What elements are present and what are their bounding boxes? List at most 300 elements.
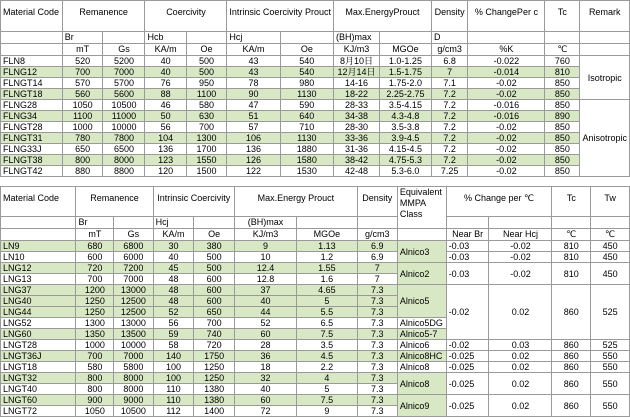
tc-cell: 810 <box>552 263 591 285</box>
table-cell: 1530 <box>280 166 333 177</box>
near-br-cell: -0.03 <box>446 263 489 285</box>
table-cell: 38-42 <box>333 155 379 166</box>
table-cell: 50 <box>145 111 186 122</box>
near-br-cell: -0.025 <box>446 395 489 417</box>
table-cell: 1350 <box>76 329 114 340</box>
table-cell: FLNGT38 <box>1 155 63 166</box>
unit: Oe <box>280 44 333 56</box>
table-cell: 3.9-4.5 <box>379 133 431 144</box>
header-tw: Tw <box>591 187 630 217</box>
unit: KJ/m3 <box>333 44 379 56</box>
table-cell: 7.5 <box>296 395 357 406</box>
table-cell: 45 <box>153 263 194 274</box>
mmpa-class-cell: Alnico2 <box>397 263 446 285</box>
near-hcj-cell: 0.02 <box>489 285 552 340</box>
table-cell: 1050 <box>76 406 114 417</box>
table-cell: 1750 <box>194 351 235 362</box>
table-cell: 43 <box>227 67 280 78</box>
tw-cell: 525 <box>591 340 630 351</box>
mmpa-class-cell: Alnico3 <box>397 241 446 263</box>
table-cell: 5800 <box>114 362 153 373</box>
table-cell: 33-36 <box>333 133 379 144</box>
table-cell: 7.2 <box>431 122 468 133</box>
unit: mT <box>62 44 103 56</box>
header-coercivity: Coercivity <box>145 1 227 32</box>
table-cell: 1100 <box>186 89 227 100</box>
table-cell: LNG44 <box>1 307 76 318</box>
table-cell: 520 <box>62 56 103 67</box>
table-cell: 890 <box>545 111 580 122</box>
table-cell: 4.3-4.8 <box>379 111 431 122</box>
table-cell: 850 <box>545 122 580 133</box>
table-cell: 18-22 <box>333 89 379 100</box>
header-material-code: Material Code <box>1 1 63 32</box>
table-cell: 100 <box>153 362 194 373</box>
table-cell: 1000 <box>62 122 103 133</box>
table-row <box>1 351 630 362</box>
table-cell: 48 <box>153 285 194 296</box>
table-cell: 980 <box>280 78 333 89</box>
table-cell: 700 <box>76 351 114 362</box>
tc-cell: 860 <box>552 285 591 340</box>
table-cell: 140 <box>153 351 194 362</box>
table-cell: 6800 <box>114 241 153 252</box>
near-br-cell: -0.03 <box>446 252 489 263</box>
table-row <box>1 263 630 274</box>
table-cell: 760 <box>545 56 580 67</box>
table-row <box>1 340 630 351</box>
table-cell: 78 <box>227 78 280 89</box>
table-cell: 7.3 <box>357 384 397 395</box>
symbol-br: Br <box>76 217 114 229</box>
table-cell: 7.3 <box>357 351 397 362</box>
table-cell: 28-30 <box>333 122 379 133</box>
table-cell: 800 <box>76 384 114 395</box>
table-row <box>1 100 630 111</box>
table-cell: FLNG33J <box>1 144 63 155</box>
table-cell: 850 <box>545 89 580 100</box>
table-cell: 8000 <box>103 155 145 166</box>
table-cell: 136 <box>145 144 186 155</box>
table-cell: FLNGT18 <box>1 89 63 100</box>
table-cell: 40 <box>153 252 194 263</box>
table-cell: 1380 <box>194 384 235 395</box>
table-cell: 32 <box>234 373 296 384</box>
mmpa-class-cell: Alnico8HC <box>397 351 446 362</box>
table-cell: 40 <box>145 67 186 78</box>
mmpa-class-cell: Alnico5-7 <box>397 329 446 340</box>
header-change-per-c: % Change per ℃ <box>446 187 552 217</box>
near-br-cell: -0.02 <box>446 340 489 351</box>
table-cell: 48 <box>153 274 194 285</box>
table-cell: 40 <box>145 56 186 67</box>
unit: g/cm3 <box>431 44 468 56</box>
header-density: Density <box>357 187 397 217</box>
unit: KJ/m3 <box>234 229 296 241</box>
table-cell: LNGT72 <box>1 406 76 417</box>
table-cell: 11000 <box>103 111 145 122</box>
table-row <box>1 133 630 144</box>
table-cell: FLNGT31 <box>1 133 63 144</box>
table-cell: 7.2 <box>431 100 468 111</box>
table-row <box>1 373 630 384</box>
table-cell: 4.5 <box>296 351 357 362</box>
table-cell: 7.3 <box>357 395 397 406</box>
table-cell: 112 <box>153 406 194 417</box>
table-cell: 7.2 <box>431 133 468 144</box>
table-cell: 1.13 <box>296 241 357 252</box>
table-cell: 7000 <box>103 67 145 78</box>
table-cell: 6.8 <box>431 56 468 67</box>
table-cell: 1300 <box>76 318 114 329</box>
tw-cell: 550 <box>591 362 630 373</box>
table-cell: LNGT36J <box>1 351 76 362</box>
table-cell: 7.2 <box>431 89 468 100</box>
table-cell: 1380 <box>194 395 235 406</box>
table-cell: 12500 <box>114 296 153 307</box>
table-cell: 7.3 <box>357 406 397 417</box>
table-cell: 1100 <box>62 111 103 122</box>
table-row <box>1 56 630 67</box>
table-row <box>1 395 630 406</box>
unit: Gs <box>114 229 153 241</box>
table-row <box>1 252 630 263</box>
table-cell: 950 <box>186 78 227 89</box>
table-cell: 1500 <box>186 166 227 177</box>
tw-cell: 450 <box>591 263 630 285</box>
table-cell: 122 <box>227 166 280 177</box>
table-row <box>1 111 630 122</box>
table-cell: 100 <box>153 373 194 384</box>
table-cell: 4 <box>296 373 357 384</box>
tw-cell: 550 <box>591 373 630 395</box>
table-cell: 6.9 <box>357 252 397 263</box>
table-cell: 5700 <box>103 78 145 89</box>
near-hcj-cell: 0.03 <box>489 340 552 351</box>
table-cell: 3.5 <box>296 340 357 351</box>
table-cell: 9 <box>296 406 357 417</box>
table-cell: 57 <box>227 122 280 133</box>
table-cell: 850 <box>545 100 580 111</box>
table-cell: 1550 <box>186 155 227 166</box>
table-cell: 1880 <box>280 144 333 155</box>
table-cell: 800 <box>76 373 114 384</box>
table-cell: 2.25-2.75 <box>379 89 431 100</box>
table-cell: 1.55 <box>296 263 357 274</box>
table-row <box>1 144 630 155</box>
table1-header-row <box>1 1 630 32</box>
unit: ℃ <box>545 44 580 56</box>
table-cell: -0.02 <box>468 78 545 89</box>
table-cell: 540 <box>280 67 333 78</box>
table-cell: 7.3 <box>357 307 397 318</box>
table-cell: 126 <box>227 155 280 166</box>
header-remanence: Remanence <box>62 1 145 32</box>
table-cell: 1050 <box>62 100 103 111</box>
table-cell: 28 <box>234 340 296 351</box>
table-cell: FLNG28 <box>1 100 63 111</box>
table-cell: 7.3 <box>357 329 397 340</box>
table-cell: 8000 <box>114 384 153 395</box>
header-max-energy: Max.EnergyProuct <box>333 1 431 32</box>
table-cell: -0.02 <box>468 89 545 100</box>
header-material-code: Material Code <box>1 187 76 217</box>
table-cell: 580 <box>186 100 227 111</box>
table-cell: 10500 <box>114 406 153 417</box>
table-cell: 1200 <box>76 285 114 296</box>
table-cell: 7.2 <box>431 144 468 155</box>
table-cell: 1250 <box>76 307 114 318</box>
table-cell: 8月10日 <box>333 56 379 67</box>
table-cell: FLNG12 <box>1 67 63 78</box>
table-cell: 34-38 <box>333 111 379 122</box>
table-cell: 8800 <box>103 166 145 177</box>
near-br-cell: -0.025 <box>446 351 489 362</box>
table-cell: 7 <box>357 274 397 285</box>
table-cell: 106 <box>227 133 280 144</box>
table-row <box>1 166 630 177</box>
table-cell: 6000 <box>114 252 153 263</box>
table-cell: 640 <box>280 111 333 122</box>
table-row <box>1 122 630 133</box>
header-tc: Tc <box>552 187 591 217</box>
table-cell: 810 <box>545 67 580 78</box>
table-cell: 700 <box>76 274 114 285</box>
table2-symbol-row <box>1 217 630 229</box>
table-cell: 800 <box>62 155 103 166</box>
table-cell: LN9 <box>1 241 76 252</box>
table-cell: 1580 <box>280 155 333 166</box>
table-cell: FLNGT28 <box>1 122 63 133</box>
tc-cell: 860 <box>552 395 591 417</box>
table-cell: -0.014 <box>468 67 545 78</box>
table-cell: 1250 <box>194 373 235 384</box>
table1-body <box>1 56 630 177</box>
symbol-hcj: Hcj <box>153 217 194 229</box>
tw-cell: 525 <box>591 285 630 340</box>
near-br-cell: -0.025 <box>446 362 489 373</box>
table-cell: 10 <box>234 252 296 263</box>
table-cell: 1700 <box>186 144 227 155</box>
table-cell: 43 <box>227 56 280 67</box>
near-hcj-cell: -0.02 <box>489 252 552 263</box>
table-cell: 10000 <box>103 122 145 133</box>
unit: KA/m <box>145 44 186 56</box>
table-cell: 4.75-5.3 <box>379 155 431 166</box>
table-cell: 59 <box>153 329 194 340</box>
table-cell: FLNG34 <box>1 111 63 122</box>
table-cell: 5 <box>296 296 357 307</box>
near-hcj-cell: 0.02 <box>489 373 552 395</box>
table-cell: 7.3 <box>357 340 397 351</box>
table-cell: 7.5 <box>296 329 357 340</box>
table-cell: 6500 <box>103 144 145 155</box>
table-cell: 10500 <box>103 100 145 111</box>
tc-cell: 860 <box>552 351 591 362</box>
unit: KA/m <box>227 44 280 56</box>
table-cell: 136 <box>227 144 280 155</box>
unit: Gs <box>103 44 145 56</box>
table-cell: 60 <box>234 329 296 340</box>
table-cell: -0.02 <box>468 155 545 166</box>
header-remanence: Remanence <box>76 187 153 217</box>
table-cell: 90 <box>227 89 280 100</box>
tc-cell: 810 <box>552 252 591 263</box>
table-cell: 110 <box>153 395 194 406</box>
table-row <box>1 285 630 296</box>
table-cell: 700 <box>194 318 235 329</box>
table-cell: 7200 <box>114 263 153 274</box>
unit: mT <box>76 229 114 241</box>
table-cell: 56 <box>145 122 186 133</box>
mmpa-class-cell: Alnico8 <box>397 362 446 373</box>
table-cell: 740 <box>194 329 235 340</box>
table-cell: 7.3 <box>357 362 397 373</box>
symbol-bhmax: (BH)max <box>234 217 296 229</box>
table-cell: 5.5 <box>296 307 357 318</box>
near-hcj-cell: -0.02 <box>489 263 552 285</box>
table-cell: 30 <box>153 241 194 252</box>
symbol-hcj: Hcj <box>227 32 280 44</box>
table-cell: 780 <box>62 133 103 144</box>
tw-cell: 550 <box>591 351 630 362</box>
table-cell: 5 <box>296 384 357 395</box>
table-row <box>1 241 630 252</box>
table-cell: 46 <box>145 100 186 111</box>
table-cell: 580 <box>76 362 114 373</box>
header-max-energy: Max.Energy Prouct <box>234 187 357 217</box>
table-cell: 700 <box>186 122 227 133</box>
table-cell: 40 <box>234 296 296 307</box>
near-br-cell: -0.03 <box>446 241 489 252</box>
table-cell: 12.4 <box>234 263 296 274</box>
near-br-cell: -0.025 <box>446 373 489 395</box>
table-cell: LNG12 <box>1 263 76 274</box>
table-cell: LNG37 <box>1 285 76 296</box>
table-row <box>1 89 630 100</box>
table-cell: 1.5-1.75 <box>379 67 431 78</box>
symbol-bhmax: (BH)max <box>333 32 379 44</box>
table-cell: LNGT18 <box>1 362 76 373</box>
table-cell: LN10 <box>1 252 76 263</box>
table-cell: 13000 <box>114 285 153 296</box>
table-cell: 7000 <box>114 274 153 285</box>
table-cell: 500 <box>186 67 227 78</box>
table-cell: 47 <box>227 100 280 111</box>
near-hcj-cell: 0.02 <box>489 395 552 417</box>
table-cell: 7.1 <box>431 78 468 89</box>
table-cell: 570 <box>62 78 103 89</box>
table-cell: 650 <box>194 307 235 318</box>
table-cell: 7.3 <box>357 373 397 384</box>
table-cell: 3.5-4.15 <box>379 100 431 111</box>
table-cell: 40 <box>234 384 296 395</box>
table-cell: 5.3-6.0 <box>379 166 431 177</box>
table-cell: -0.016 <box>468 111 545 122</box>
table-cell: 18 <box>234 362 296 373</box>
table-cell: 7.2 <box>431 111 468 122</box>
table-cell: 720 <box>194 340 235 351</box>
table-cell: 9000 <box>114 395 153 406</box>
table-cell: LNG60 <box>1 329 76 340</box>
table-cell: 9 <box>234 241 296 252</box>
alnico-properties-table-2 <box>0 186 630 417</box>
unit: ℃ <box>552 229 591 241</box>
table-cell: 48 <box>153 296 194 307</box>
table-cell: 44 <box>234 307 296 318</box>
table-cell: 500 <box>194 263 235 274</box>
table-cell: 51 <box>227 111 280 122</box>
near-hcj-cell: 0.02 <box>489 351 552 362</box>
table-cell: 72 <box>234 406 296 417</box>
table-cell: 12.8 <box>234 274 296 285</box>
header-change: % ChangePer c <box>468 1 545 32</box>
mmpa-class-cell: Alnico5DG <box>397 318 446 329</box>
tw-cell: 450 <box>591 241 630 252</box>
tc-cell: 860 <box>552 362 591 373</box>
table-cell: 4.15-4.5 <box>379 144 431 155</box>
table-cell: -0.02 <box>468 166 545 177</box>
mmpa-class-cell: Alnico5 <box>397 285 446 318</box>
table-cell: 7.3 <box>357 285 397 296</box>
table1-units-row <box>1 44 630 56</box>
table-cell: 8000 <box>114 373 153 384</box>
table2-header-row <box>1 187 630 217</box>
table-cell: 710 <box>280 122 333 133</box>
table-cell: 2.2 <box>296 362 357 373</box>
table-cell: 590 <box>280 100 333 111</box>
tw-cell: 550 <box>591 395 630 417</box>
table-cell: 850 <box>545 166 580 177</box>
table-cell: 110 <box>153 384 194 395</box>
unit: Oe <box>194 229 235 241</box>
alnico-properties-table-1 <box>0 0 630 177</box>
table-cell: 12月14日 <box>333 67 379 78</box>
table-cell: 700 <box>62 67 103 78</box>
table-cell: 88 <box>145 89 186 100</box>
table-cell: 1130 <box>280 133 333 144</box>
table-cell: 104 <box>145 133 186 144</box>
table-cell: 7 <box>357 263 397 274</box>
table-cell: 7.2 <box>431 155 468 166</box>
table-cell: 1.75-2.0 <box>379 78 431 89</box>
table-cell: FLN8 <box>1 56 63 67</box>
table-cell: 52 <box>153 307 194 318</box>
table-cell: 7.3 <box>357 318 397 329</box>
table-cell: 600 <box>194 296 235 307</box>
table-cell: 380 <box>194 241 235 252</box>
table-cell: 1130 <box>280 89 333 100</box>
table-cell: -0.02 <box>468 122 545 133</box>
table-cell: 1300 <box>186 133 227 144</box>
table-cell: 850 <box>545 144 580 155</box>
header-intrinsic-coercivity: Intrinsic Coercivity <box>153 187 234 217</box>
table-cell: 7.3 <box>357 296 397 307</box>
table-cell: 42-48 <box>333 166 379 177</box>
table-cell: 31-36 <box>333 144 379 155</box>
remark-isotropic: Isotropic <box>580 56 630 100</box>
tc-cell: 860 <box>552 373 591 395</box>
table-cell: 37 <box>234 285 296 296</box>
table-cell: 600 <box>194 274 235 285</box>
near-hcj-cell: -0.02 <box>489 241 552 252</box>
mmpa-class-cell: Alnico6 <box>397 340 446 351</box>
table-cell: 7.25 <box>431 166 468 177</box>
table-row <box>1 362 630 373</box>
tw-cell: 450 <box>591 252 630 263</box>
table-cell: 56 <box>153 318 194 329</box>
table-cell: 1.2 <box>296 252 357 263</box>
